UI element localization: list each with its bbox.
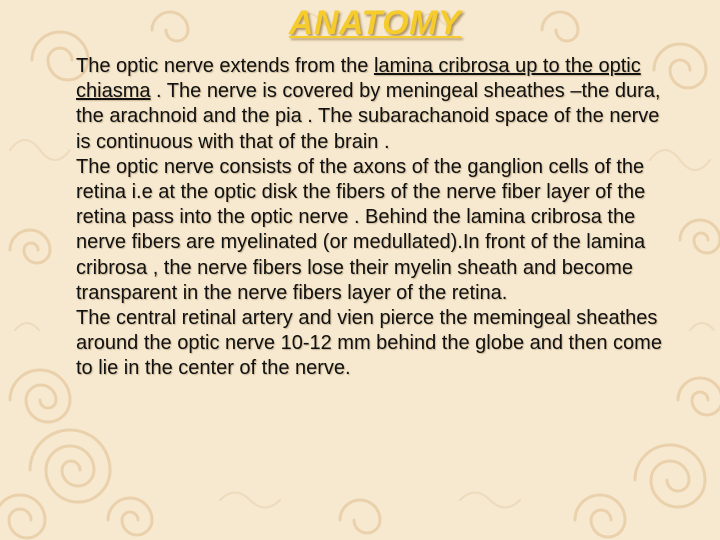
paragraph-1-underlined: lamina cribrosa up to the optic chiasma [76, 55, 641, 103]
paragraph-1-rest: . The nerve is covered by meningeal sheathes –the dura, the arachnoid and the pia . The subarachanoid space of the nerve is continuous with that of the brain . [76, 80, 661, 153]
slide-body [76, 54, 676, 382]
paragraph-1-intro: The optic nerve extends from the [76, 55, 374, 77]
slide-title: ANATOMY [288, 4, 462, 42]
paragraph-2: The optic nerve consists of the axons of the ganglion cells of the retina i.e at the optic disk the fibers of the nerve fiber layer of the retina pass into the optic nerve . Behind the lamina cribrosa the nerve fibers are myelinated (or medullated).In front of the lamina cribrosa , the nerve fibers lose their myelin sheath and become transparent in the nerve fibers layer of the retina. [76, 155, 646, 304]
paragraph-1 [76, 54, 676, 155]
paragraph-3: The central retinal artery and vien pierce the memingeal sheathes around the optic nerve 10-12 mm behind the globe and then come to lie in the center of the nerve. [76, 307, 662, 380]
